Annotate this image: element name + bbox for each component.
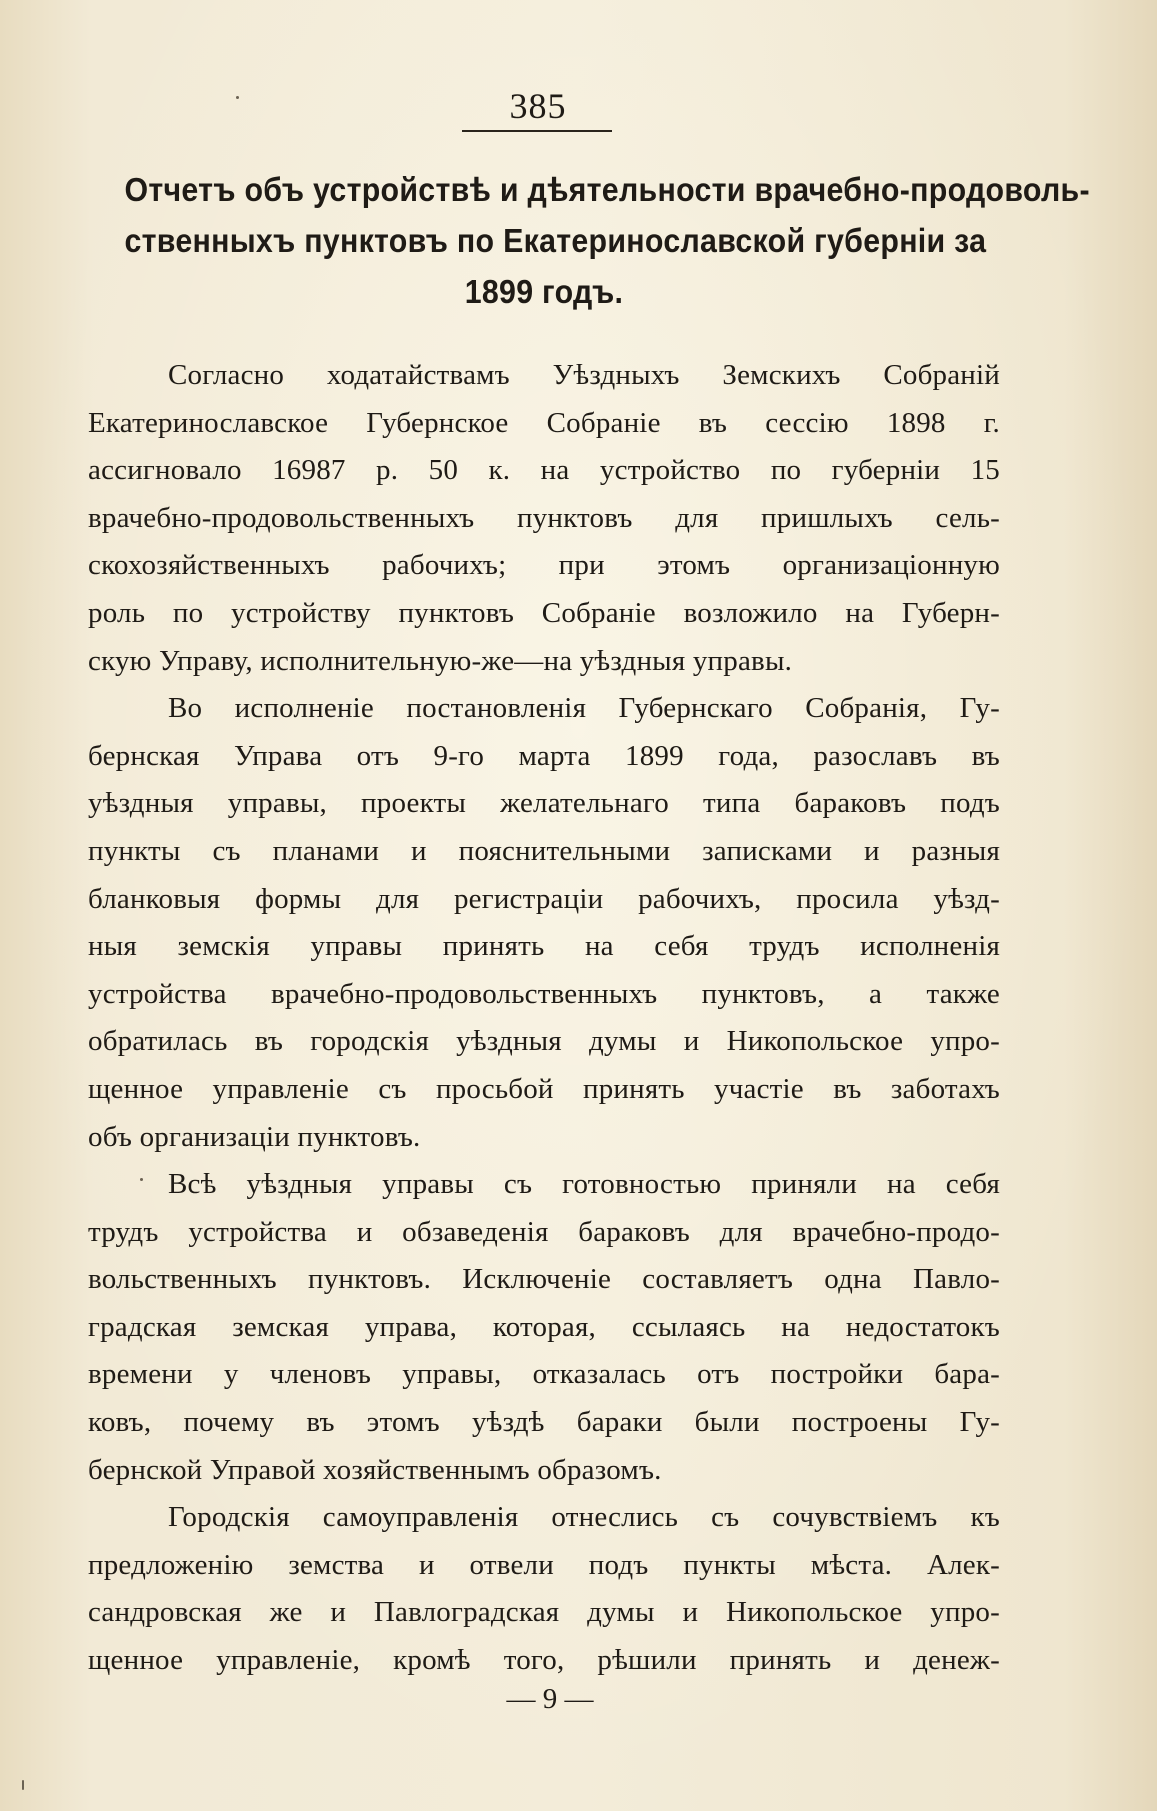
text-line: ныя земскія управы принять на себя трудъ исполненія <box>88 930 1000 963</box>
text-line: Всѣ уѣздныя управы съ готовностью приняли на себя <box>168 1168 1000 1201</box>
body-text <box>88 352 1000 1685</box>
page-number-rule <box>462 130 612 132</box>
text-line: устройства врачебно-продовольственныхъ пунктовъ, а также <box>88 977 1000 1010</box>
text-line: сандровская же и Павлоградская думы и Никопольское упро- <box>88 1596 1000 1629</box>
text-line: щенное управленіе съ просьбой принять участіе въ заботахъ <box>88 1072 1000 1105</box>
text-line: Екатеринославское Губернское Собраніе въ сессію 1898 г. <box>88 406 1000 439</box>
text-line: градская земская управа, которая, ссылаясь на недостатокъ <box>88 1310 1000 1343</box>
text-line: объ организаціи пунктовъ. <box>88 1120 421 1153</box>
text-line: ассигновало 16987 р. 50 к. на устройство по губерніи 15 <box>88 454 1000 487</box>
text-line: Во исполненіе постановленія Губернскаго Собранія, Гу- <box>168 692 1000 725</box>
text-line: пункты съ планами и пояснительными записками и разныя <box>88 834 1000 867</box>
text-line: вольственныхъ пунктовъ. Исключеніе составляетъ одна Павло- <box>88 1263 1000 1296</box>
text-line: щенное управленіе, кромѣ того, рѣшили принять и денеж- <box>88 1644 1000 1677</box>
paper-speck <box>22 1780 24 1790</box>
text-line: врачебно-продовольственныхъ пунктовъ для пришлыхъ сель- <box>88 501 1000 534</box>
text-line: бланковыя формы для регистраціи рабочихъ, просила уѣзд- <box>88 882 1000 915</box>
title-line: Отчетъ объ устройствѣ и дѣятельности врачебно-продоволь- <box>124 171 1090 208</box>
text-line: роль по устройству пунктовъ Собраніе возложило на Губерн- <box>88 596 1000 629</box>
paragraph-3 <box>88 1161 1000 1494</box>
text-line: обратилась въ городскія уѣздныя думы и Никопольское упро- <box>88 1025 1000 1058</box>
text-line: предложенію земства и отвели подъ пункты мѣста. Алек- <box>88 1548 1000 1581</box>
paragraph-2 <box>88 685 1000 1161</box>
title-line: ственныхъ пунктовъ по Екатеринославской губерніи за <box>124 222 987 259</box>
signature-mark: — 9 — <box>506 1683 594 1715</box>
paragraph-4 <box>88 1494 1000 1684</box>
paper-speck <box>140 1178 143 1181</box>
paper-speck <box>236 96 239 99</box>
text-line: скохозяйственныхъ рабочихъ; при этомъ организаціонную <box>88 549 1000 582</box>
text-line: скую Управу, исполнительную-же—на уѣздныя управы. <box>88 644 793 677</box>
text-line: бернская Управа отъ 9-го марта 1899 года, разославъ въ <box>88 739 1000 772</box>
title-line: 1899 годъ. <box>464 273 624 310</box>
paragraph-1 <box>88 352 1000 685</box>
text-line: ковъ, почему въ этомъ уѣздѣ бараки были построены Гу- <box>88 1406 1000 1439</box>
text-line: времени у членовъ управы, отказалась отъ постройки бара- <box>88 1358 1000 1391</box>
text-line: Городскія самоуправленія отнеслись съ сочувствіемъ къ <box>168 1501 1000 1534</box>
page-number: 385 <box>509 86 567 126</box>
text-line: трудъ устройства и обзаведенія бараковъ для врачебно-продо- <box>88 1215 1000 1248</box>
text-line: бернской Управой хозяйственнымъ образомъ. <box>88 1453 662 1486</box>
document-title <box>124 164 1090 317</box>
text-line: уѣздныя управы, проекты желательнаго типа бараковъ подъ <box>88 787 1000 820</box>
text-line: Согласно ходатайствамъ Уѣздныхъ Земскихъ Собраній <box>168 359 1000 391</box>
